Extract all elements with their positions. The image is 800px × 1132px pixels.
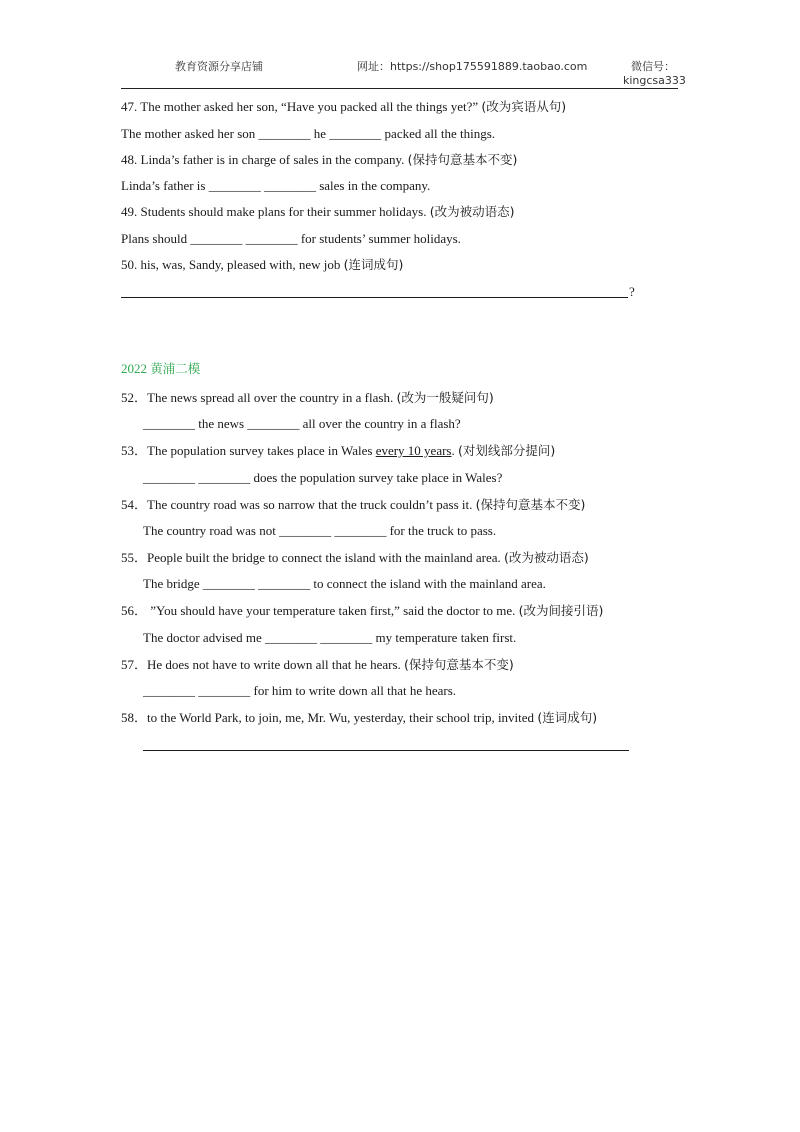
- question-50-instruction: (连词成句): [343, 257, 404, 272]
- answer-55: The bridge ________ ________ to connect the island with the mainland area.: [143, 576, 546, 591]
- question-54: [121, 497, 585, 513]
- question-58: [121, 710, 597, 726]
- question-58-text: 58．to the World Park, to join, me, Mr. Wu, yesterday, their school trip, invited: [121, 710, 538, 725]
- question-56-instruction: (改为间接引语): [518, 603, 604, 618]
- header-shop-name: 教育资源分享店铺: [175, 60, 263, 73]
- answer-58-line: [143, 750, 629, 751]
- answer-50-end: ?: [629, 284, 635, 299]
- question-53-instruction: (对划线部分提问): [458, 443, 556, 458]
- answer-50-line: [121, 297, 628, 298]
- question-53-text: 53．The population survey takes place in Wales: [121, 443, 376, 458]
- question-47-text: 47. The mother asked her son, “Have you packed all the things yet?”: [121, 99, 482, 114]
- answer-48: Linda’s father is ________ ________ sales in the company.: [121, 178, 431, 193]
- question-54-text: 54．The country road was so narrow that the truck couldn’t pass it.: [121, 497, 476, 512]
- answer-53: ________ ________ does the population survey take place in Wales?: [143, 470, 503, 485]
- question-56: [121, 603, 603, 619]
- question-57-text: 57．He does not have to write down all that he hears.: [121, 657, 405, 672]
- question-52-instruction: (改为一般疑问句): [396, 390, 494, 405]
- question-49: [121, 204, 514, 220]
- question-56-text: 56． ”You should have your temperature taken first,” said the doctor to me.: [121, 603, 519, 618]
- section-title: [121, 361, 200, 377]
- answer-54: The country road was not ________ ________ for the truck to pass.: [143, 523, 497, 538]
- answer-52: ________ the news ________ all over the country in a flash?: [143, 416, 461, 431]
- section-name: 黄浦二模: [150, 361, 201, 376]
- question-53-underlined: every 10 years: [375, 443, 452, 458]
- question-47-instruction: (改为宾语从句): [481, 99, 567, 114]
- answer-57: ________ ________ for him to write down all that he hears.: [143, 683, 457, 698]
- question-50: [121, 257, 403, 273]
- page-header: [0, 0, 800, 92]
- header-wechat-label: 微信号：: [631, 60, 675, 73]
- question-52-text: 52．The news spread all over the country in a flash.: [121, 390, 397, 405]
- header-wechat-id: kingcsa333: [623, 74, 686, 87]
- question-57: [121, 657, 514, 673]
- question-48-instruction: (保持句意基本不变): [407, 152, 518, 167]
- question-48: [121, 152, 517, 168]
- question-47: [121, 99, 566, 115]
- question-54-instruction: (保持句意基本不变): [475, 497, 586, 512]
- question-49-text: 49. Students should make plans for their summer holidays.: [121, 204, 430, 219]
- question-53: [121, 443, 555, 459]
- question-50-text: 50. his, was, Sandy, pleased with, new job: [121, 257, 344, 272]
- header-shop-url: 网址：https://shop175591889.taobao.com: [357, 60, 588, 73]
- question-48-text: 48. Linda’s father is in charge of sales in the company.: [121, 152, 408, 167]
- question-55-text: 55．People built the bridge to connect the island with the mainland area.: [121, 550, 505, 565]
- section-year: 2022: [121, 361, 151, 376]
- question-57-instruction: (保持句意基本不变): [404, 657, 514, 672]
- question-55-instruction: (改为被动语态): [504, 550, 589, 565]
- answer-56: The doctor advised me ________ ________ my temperature taken first.: [143, 630, 517, 645]
- question-58-instruction: (连词成句): [537, 710, 598, 725]
- question-53-post: .: [451, 443, 458, 458]
- header-rule: [121, 88, 678, 89]
- question-55: [121, 550, 589, 566]
- question-49-instruction: (改为被动语态): [429, 204, 515, 219]
- answer-47: The mother asked her son ________ he ________ packed all the things.: [121, 126, 496, 141]
- answer-49: Plans should ________ ________ for students’ summer holidays.: [121, 231, 461, 246]
- question-52: [121, 390, 494, 406]
